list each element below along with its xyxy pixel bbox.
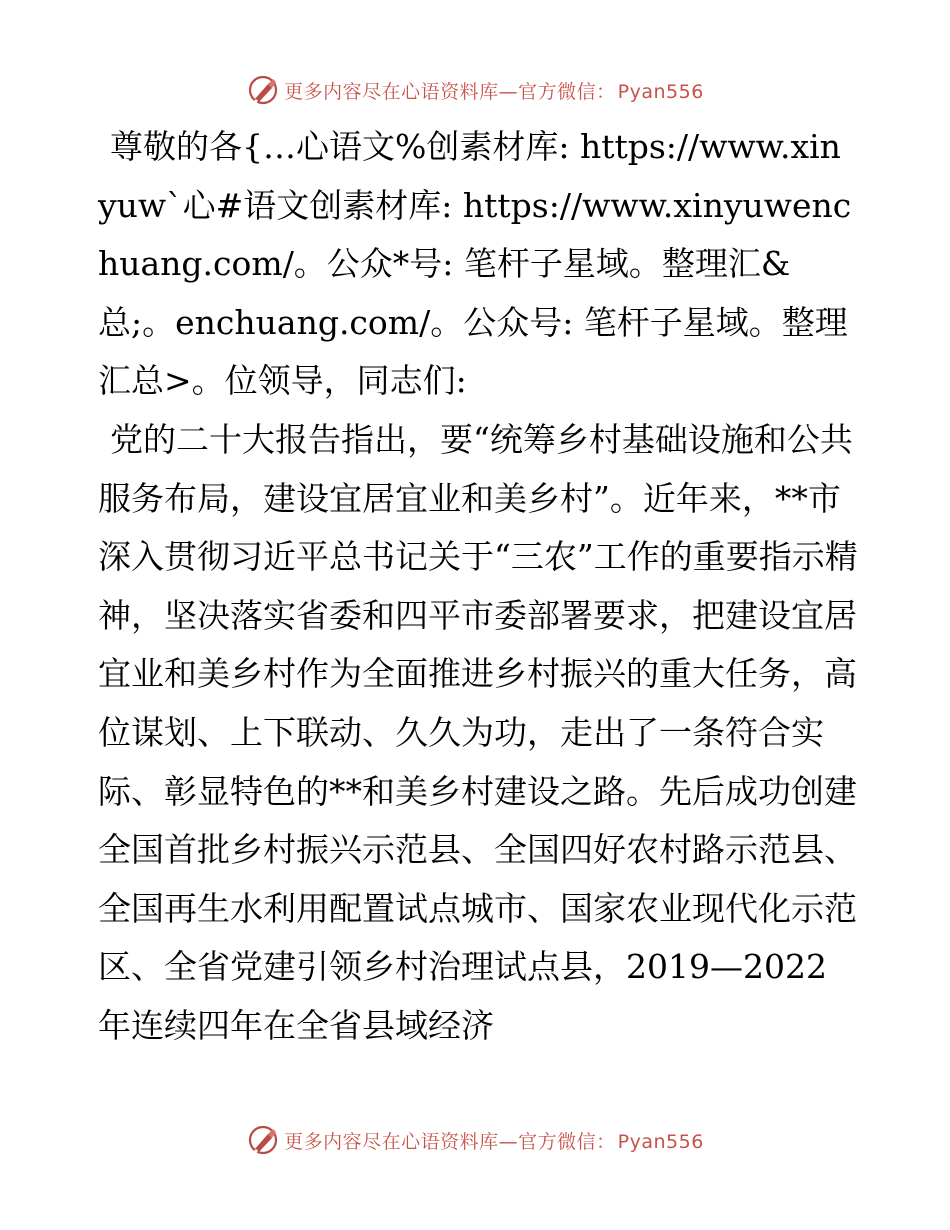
header-wechat-handle: Pyan556 — [617, 80, 704, 103]
footer-watermark-text: 更多内容尽在心语资料库—官方微信： Pyan556 — [284, 1130, 704, 1153]
footer-watermark-banner — [0, 1120, 950, 1160]
pen-logo-icon — [246, 1123, 280, 1157]
footer-wechat-handle: Pyan556 — [617, 1130, 704, 1153]
header-watermark-banner — [0, 70, 950, 110]
opening-salutation-paragraph: 尊敬的各{…心语文%创素材库: https://www.xinyuw`心#语文创素材库: https://www.xinyuwenchuang.com/。公众*号: 笔杆子星域。整理汇&总;。enchuang.com/。公众号: 笔杆子星域。整理汇总>。位领导，同志们: — [98, 127, 852, 401]
pen-logo-icon — [246, 73, 280, 107]
document-body — [98, 118, 858, 1056]
header-watermark-text: 更多内容尽在心语资料库—官方微信： Pyan556 — [284, 80, 704, 103]
body-paragraph: 党的二十大报告指出，要“统筹乡村基础设施和公共服务布局，建设宜居宜业和美乡村”。近年来，**市深入贯彻习近平总书记关于“三农”工作的重要指示精神，坚决落实省委和四平市委部署要求，把建设宜居宜业和美乡村作为全面推进乡村振兴的重大任务，高位谋划、上下联动、久久为功，走出了一条符合实际、彰显特色的**和美乡村建设之路。先后成功创建全国首批乡村振兴示范县、全国四好农村路示范县、全国再生水利用配置试点城市、国家农业现代化示范区、全省党建引领乡村治理试点县，2019—2022年连续四年在全省县域经济 — [98, 419, 858, 1045]
